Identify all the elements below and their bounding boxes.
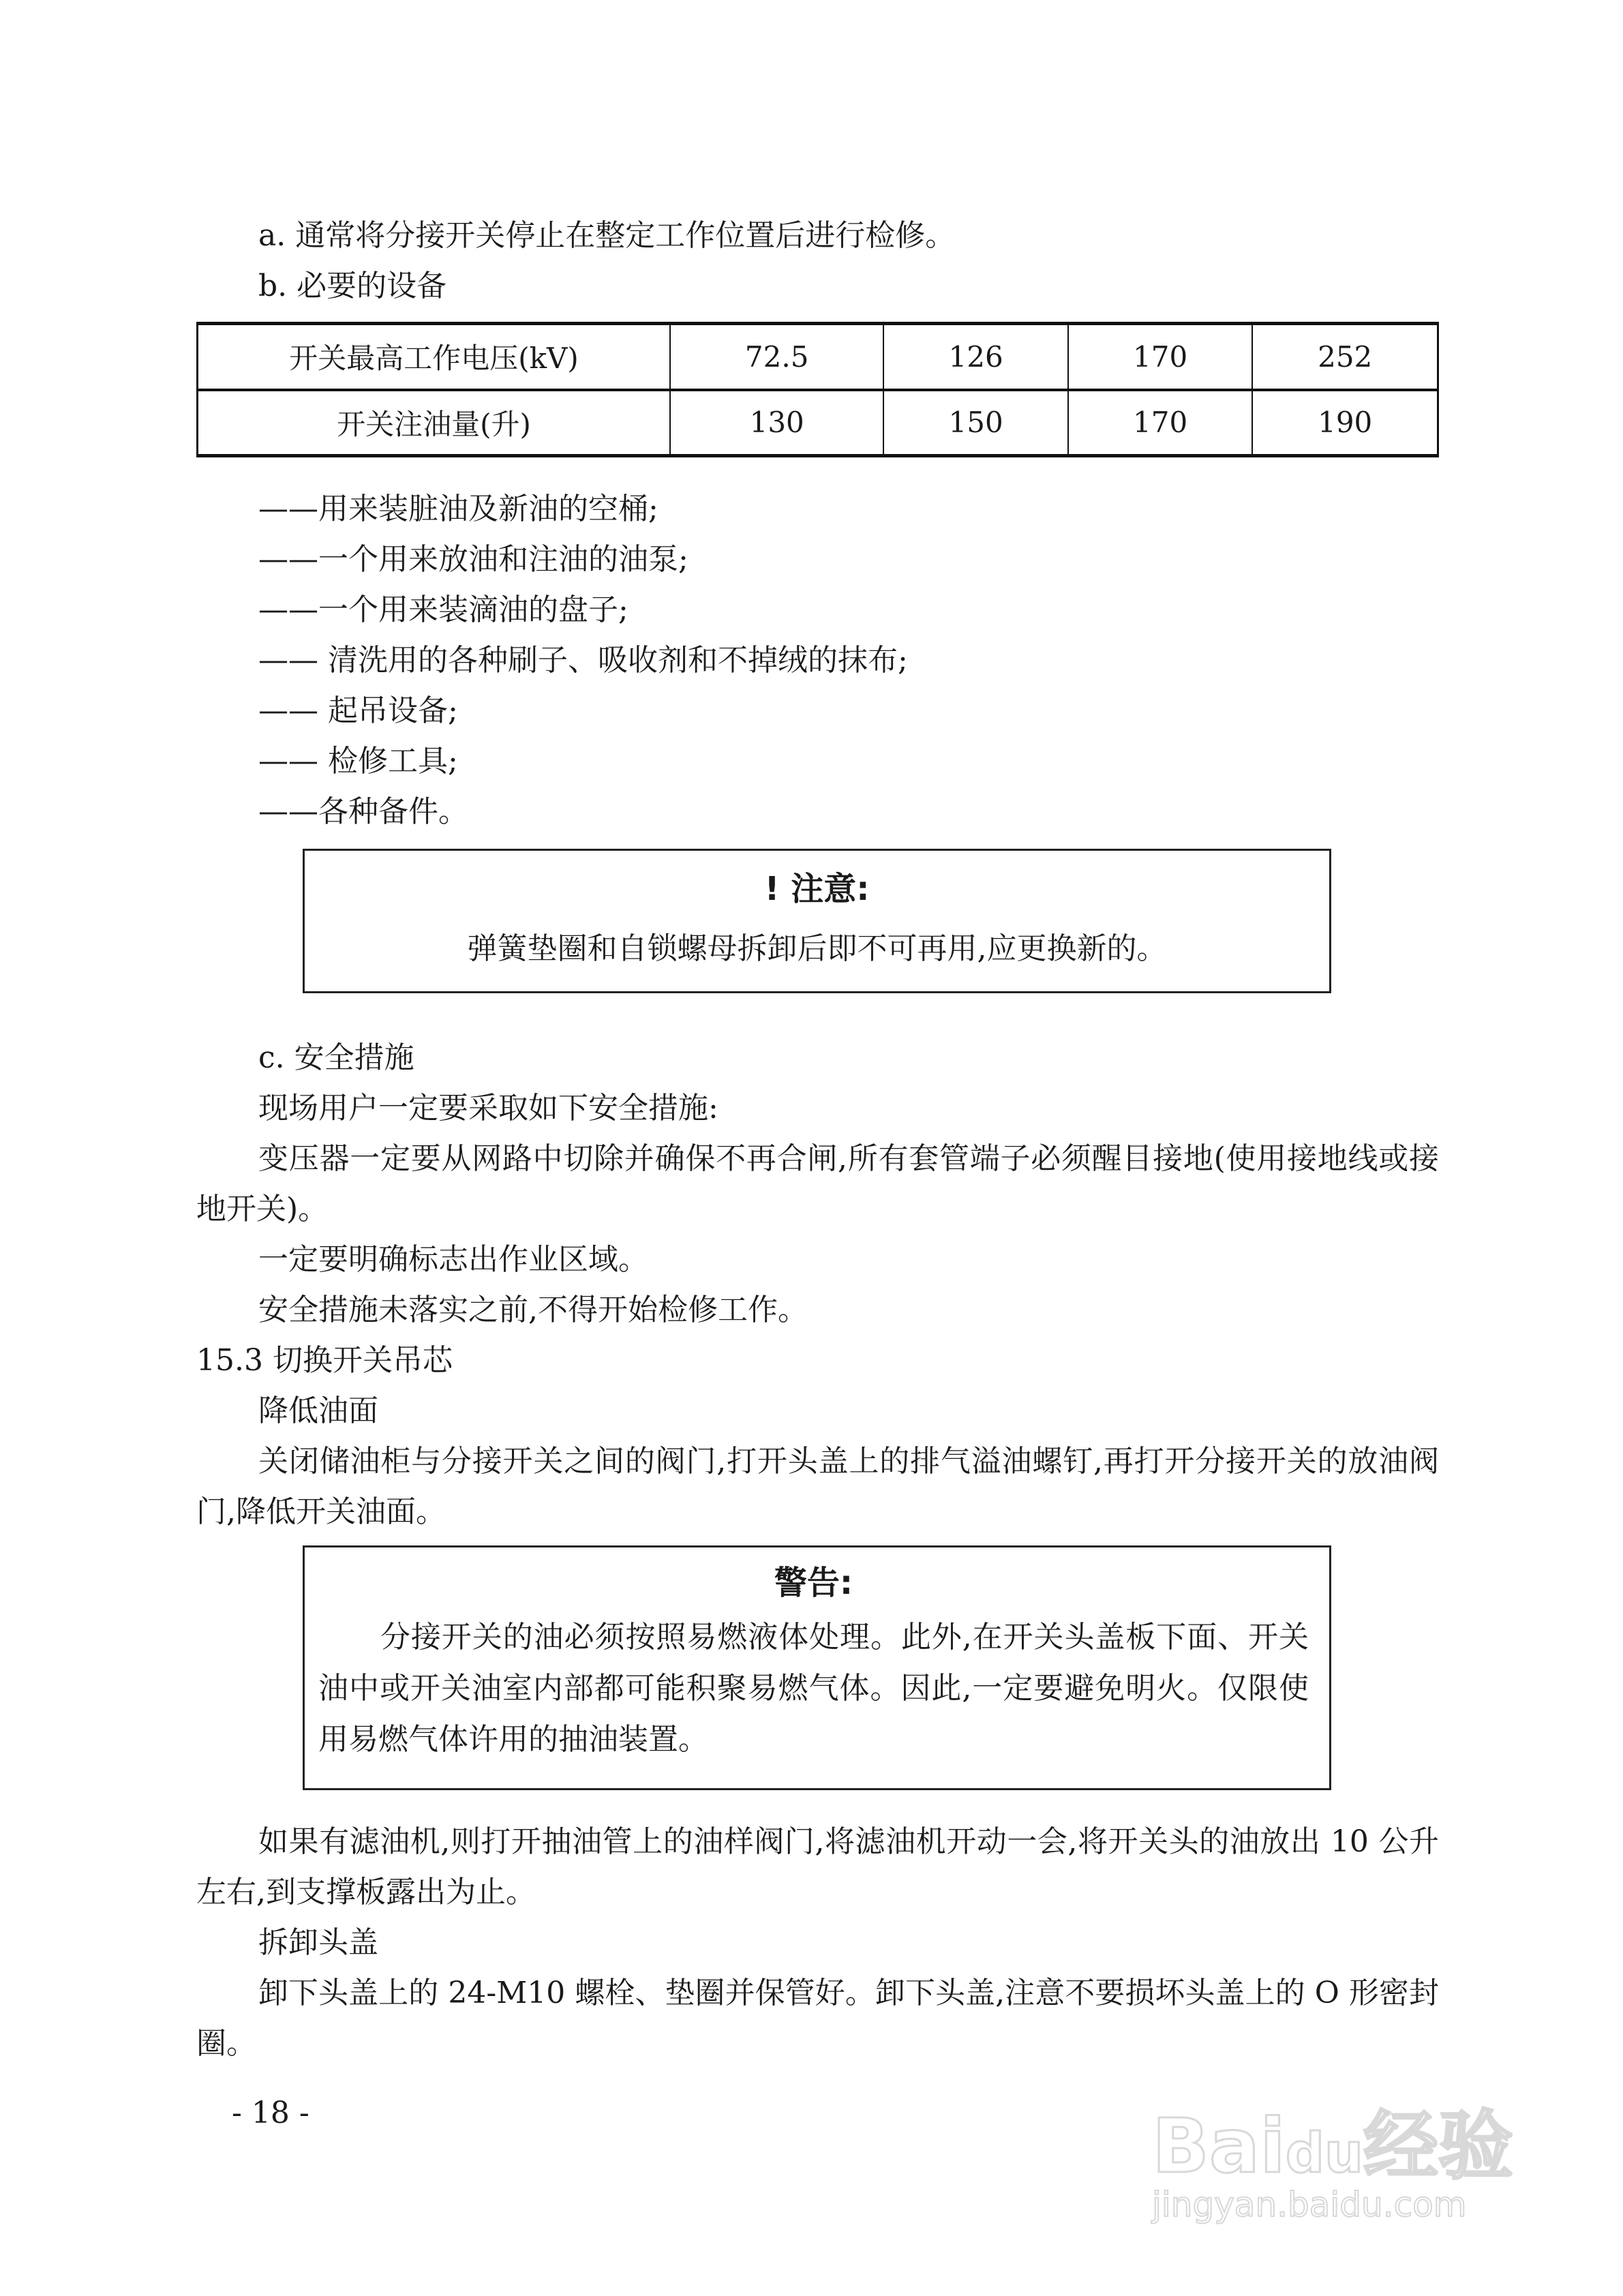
subheading: 拆卸头盖 [258,1925,378,1960]
safety-paragraph: 一定要明确标志出作业区域。 [258,1242,648,1277]
paragraph: 卸下头盖上的 24-M10 螺栓、垫圈并保管好。卸下头盖,注意不要损坏头盖上的 O 形密封圈。 [196,1976,1439,2061]
table-cell: 252 [1252,324,1438,390]
page-content [196,0,1439,2166]
paragraph: 关闭储油柜与分接开关之间的阀门,打开头盖上的排气溢油螺钉,再打开分接开关的放油阀门,降低开关油面。 [196,1444,1439,1529]
list-item: —— 检修工具; [258,744,458,779]
list-item: ——各种备件。 [258,794,468,829]
subheading: 降低油面 [258,1393,378,1428]
table-cell: 150 [883,390,1068,456]
safety-heading: c. 安全措施 [258,1040,414,1075]
list-item: —— 清洗用的各种刷子、吸收剂和不掉绒的抹布; [258,643,908,678]
warning-body: 分接开关的油必须按照易燃液体处理。此外,在开关头盖板下面、开关油中或开关油室内部都可能积聚易燃气体。因此,一定要避免明火。仅限使用易燃气体许用的抽油装置。 [318,1620,1309,1757]
list-item: ——一个用来放油和注油的油泵; [258,542,688,577]
table-row [198,324,1438,390]
list-item: ——用来装脏油及新油的空桶; [258,492,658,526]
paragraph: 如果有滤油机,则打开抽油管上的油样阀门,将滤油机开动一会,将开关头的油放出 10 公升左右,到支撑板露出为止。 [196,1824,1439,1909]
table-cell: 130 [670,390,883,456]
page-number: - 18 - [232,2096,309,2130]
table-cell: 72.5 [670,324,883,390]
table-cell: 126 [883,324,1068,390]
warning-title: 警告: [774,1564,853,1602]
line-a: a. 通常将分接开关停止在整定工作位置后进行检修。 [258,218,956,253]
table-cell: 190 [1252,390,1438,456]
warning-box [303,1545,1331,1790]
safety-paragraph: 变压器一定要从网路中切除并确保不再合闸,所有套管端子必须醒目接地(使用接地线或接地开关)。 [196,1141,1439,1226]
watermark-url: jingyan.baidu.com [1152,2185,1467,2224]
list-item: ——一个用来装滴油的盘子; [258,592,628,627]
watermark-logo: Baidu经验 [1152,2102,1513,2190]
table-cell: 170 [1068,390,1253,456]
notice-box [303,849,1331,993]
row-header: 开关最高工作电压(kV) [198,324,671,390]
baidu-watermark [1138,2052,1513,2229]
notice-body: 弹簧垫圈和自锁螺母拆卸后即不可再用,应更换新的。 [467,931,1167,966]
table-cell: 170 [1068,324,1253,390]
list-item: —— 起吊设备; [258,693,458,728]
equipment-table [196,322,1439,457]
notice-title: ! 注意: [764,870,870,908]
row-header: 开关注油量(升) [198,390,671,456]
line-b: b. 必要的设备 [258,269,447,303]
safety-intro: 现场用户一定要采取如下安全措施: [258,1091,718,1126]
equipment-list [196,484,1439,837]
safety-paragraph: 安全措施未落实之前,不得开始检修工作。 [258,1293,808,1327]
section-title: 15.3 切换开关吊芯 [196,1343,453,1378]
table-row [198,390,1438,456]
